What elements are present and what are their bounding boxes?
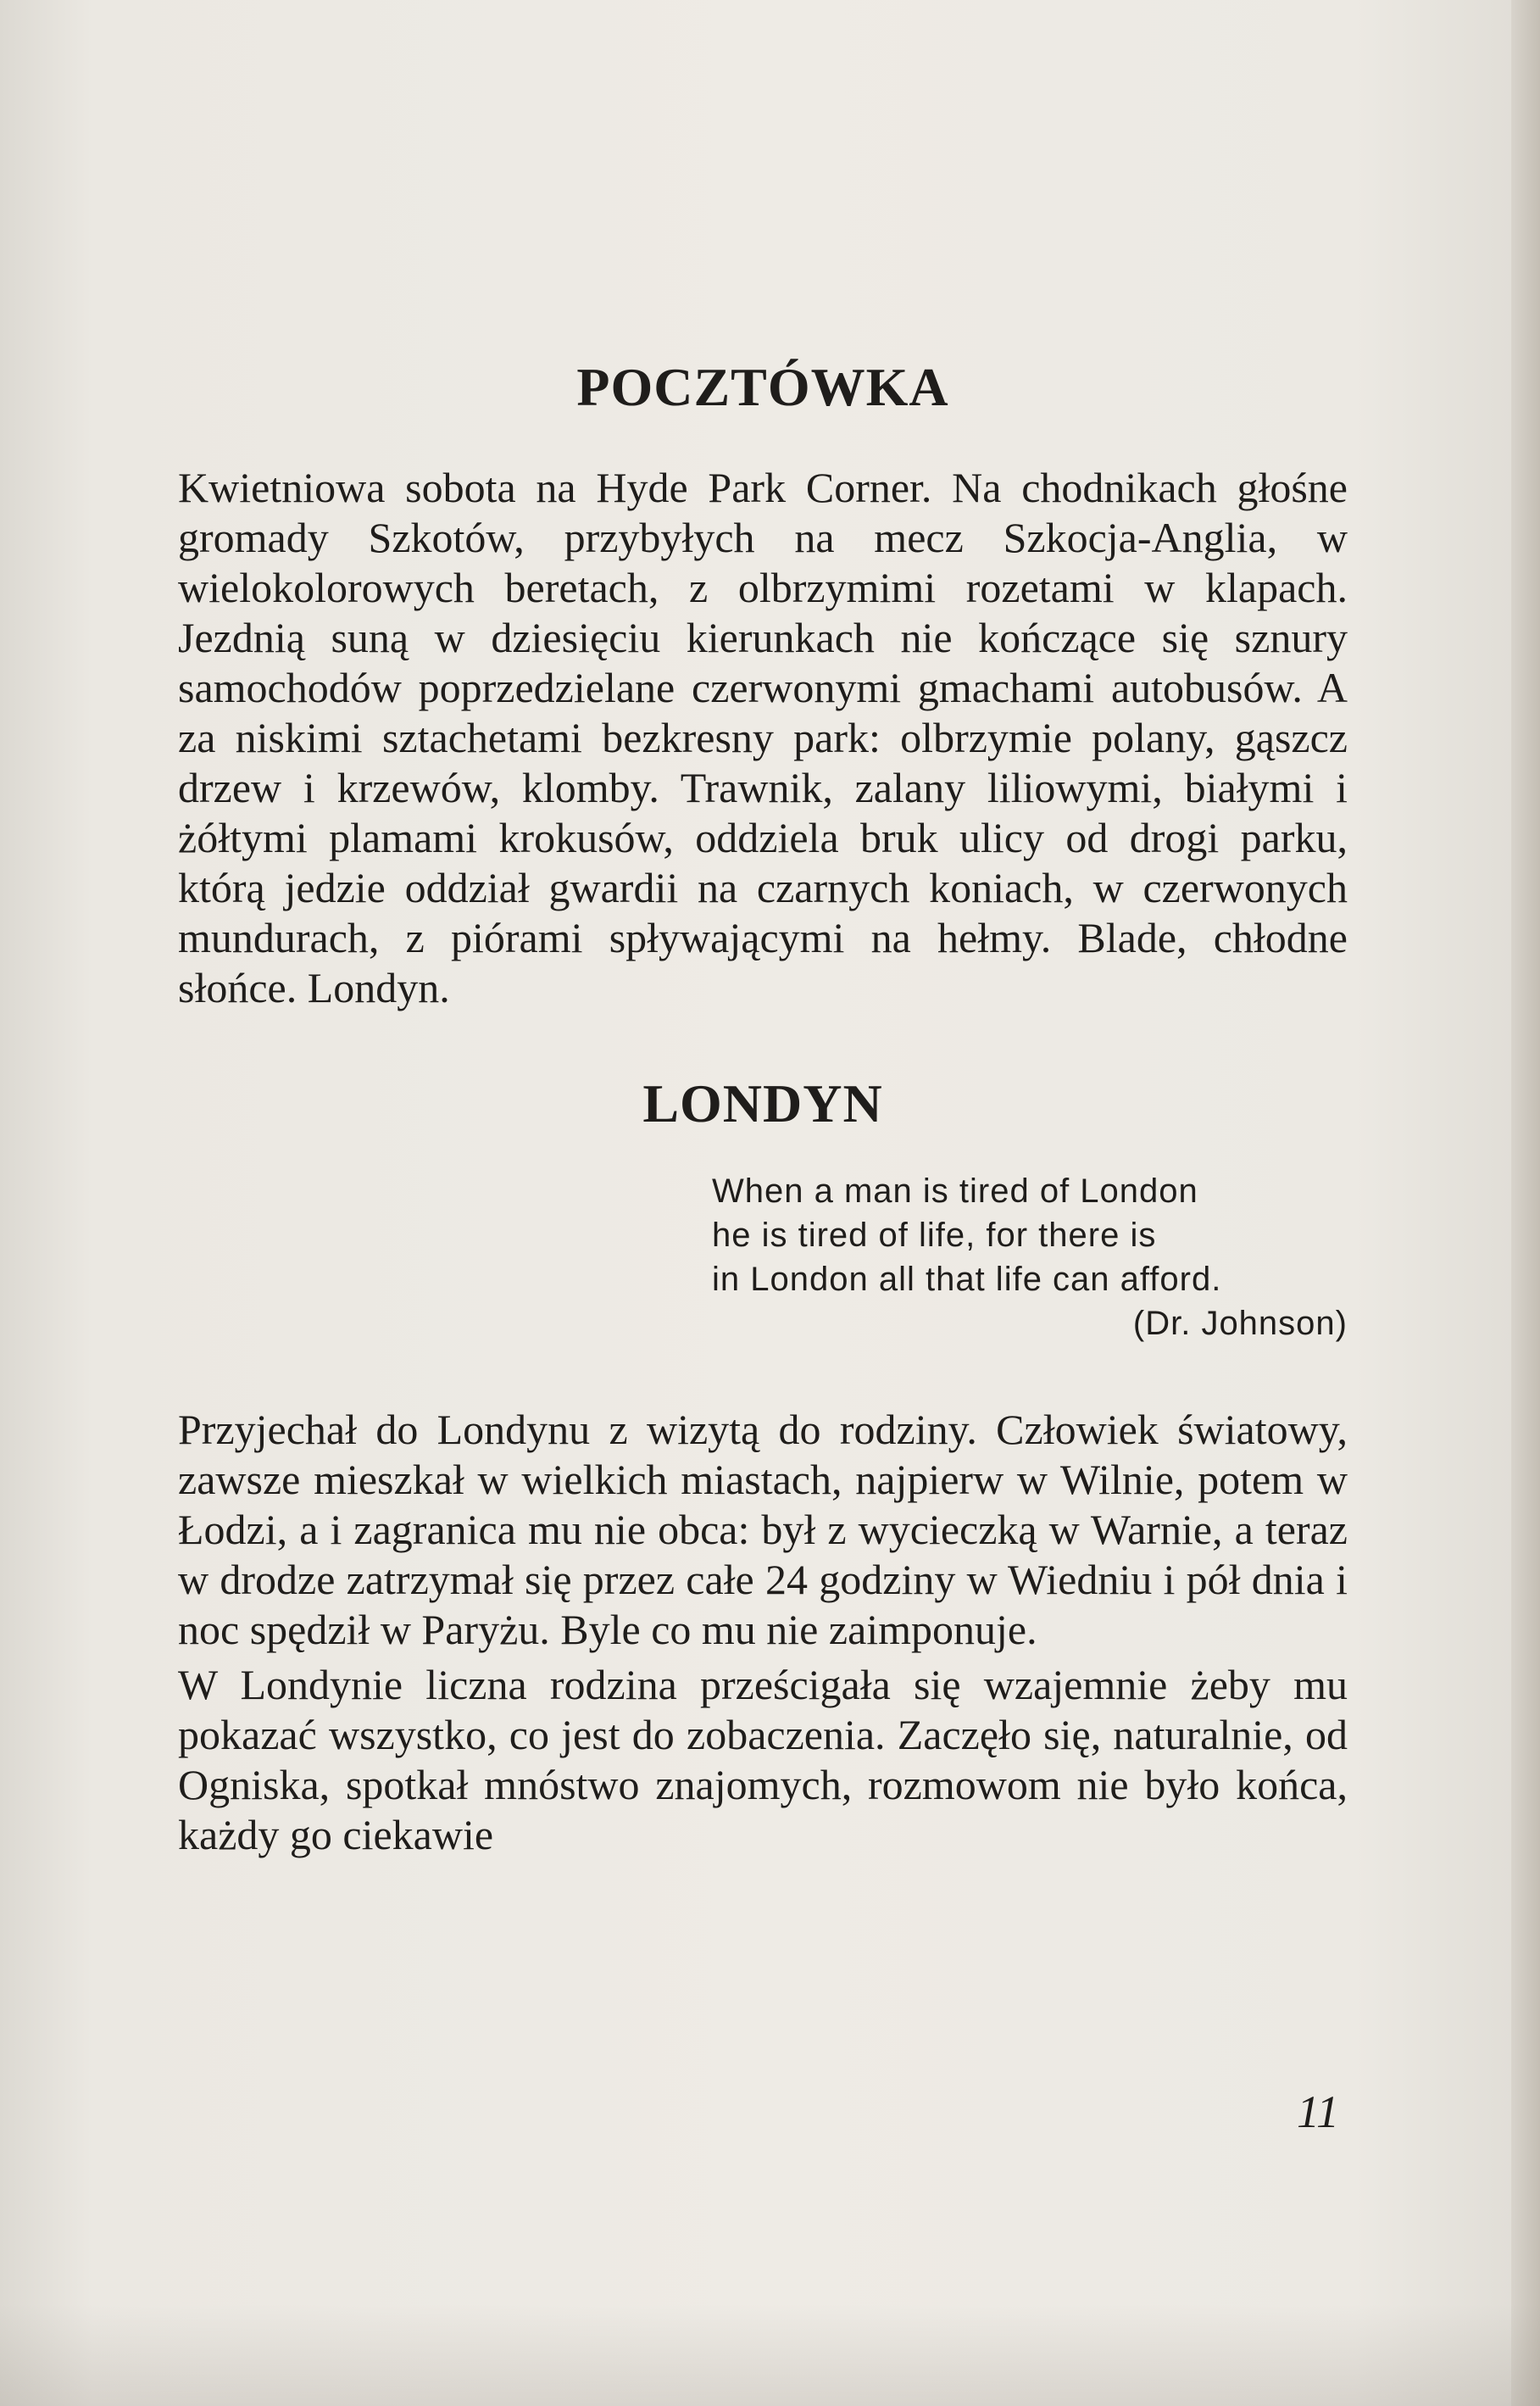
section-heading-pocztowka: POCZTÓWKA: [576, 357, 949, 417]
page-content: [178, 356, 1348, 1860]
page-shadow: [0, 2304, 1540, 2406]
paragraph-londyn-1: Przyjechał do Londynu z wizytą do rodziny. Człowiek światowy, zawsze mieszkał w wielkich miastach, najpierw w Wilnie, potem w Łodzi, a i zagranica mu nie obca: był z wycieczką w Warnie, a teraz w drodze zatrzymał się przez całe 24 godziny w Wiedniu i pół dnia i noc spędził w Paryżu. Byle co mu nie zaimponuje.: [178, 1406, 1348, 1653]
page-edge: [1511, 0, 1540, 2406]
paragraph-pocztowka: Kwietniowa sobota na Hyde Park Corner. Na chodnikach głośne gromady Szkotów, przybyłych na mecz Szkocja-Anglia, w wielokolorowych beretach, z olbrzymimi rozetami w klapach. Jezdnią suną w dziesięciu kierunkach nie kończące się sznury samochodów poprzedzielane czerwonymi gmachami autobusów. A za niskimi sztachetami bezkresny park: olbrzymie polany, gąszcz drzew i krzewów, klomby. Trawnik, zalany liliowymi, białymi i żółtymi plamami krokusów, oddziela bruk ulicy od drogi parku, którą jedzie oddział gwardii na czarnych koniach, w czerwonych mundurach, z piórami spływającymi na hełmy. Blade, chłodne słońce. Londyn.: [178, 464, 1348, 1011]
section-heading-londyn: LONDYN: [642, 1073, 883, 1133]
epigraph-line: When a man is tired of London: [712, 1172, 1198, 1210]
epigraph-line: in London all that life can afford.: [712, 1261, 1222, 1298]
epigraph-author: (Dr. Johnson): [1132, 1305, 1348, 1342]
page-number: 11: [1297, 2086, 1339, 2137]
epigraph: [712, 1169, 1348, 1345]
epigraph-line: he is tired of life, for there is: [712, 1217, 1157, 1254]
paragraph-londyn-2: W Londynie liczna rodzina prześcigała się wzajemnie żeby mu pokazać wszystko, co jest do zobaczenia. Zaczęło się, naturalnie, od Ogniska, spotkał mnóstwo znajomych, rozmowom nie było końca, każdy go ciekawie: [178, 1661, 1348, 1858]
